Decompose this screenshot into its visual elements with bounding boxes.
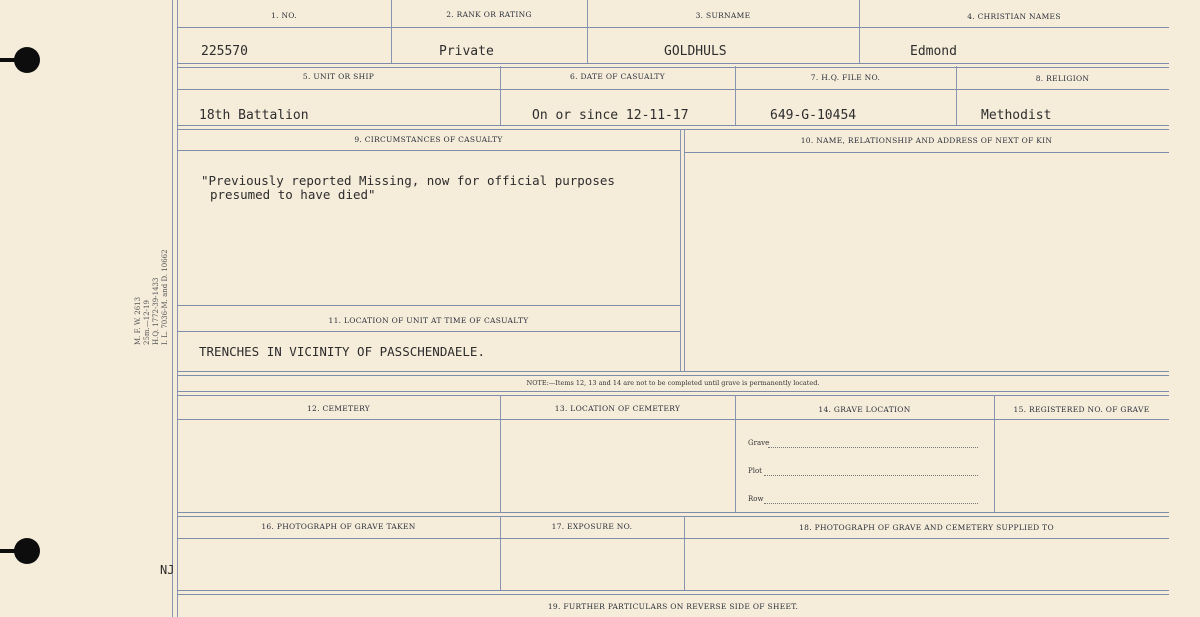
header-surname: 3. SURNAME bbox=[695, 11, 751, 20]
header-no: 1. NO. bbox=[271, 11, 297, 20]
header-further-particulars: 19. FURTHER PARTICULARS ON REVERSE SIDE OF SHEET. bbox=[547, 602, 799, 611]
punch-hole-bottom bbox=[14, 538, 40, 564]
header-circumstances: 9. CIRCUMSTANCES OF CASUALTY bbox=[354, 135, 503, 144]
punch-hole-top bbox=[14, 47, 40, 73]
file-number-value: 649-G-10454 bbox=[770, 108, 857, 123]
row-label: Row bbox=[748, 495, 764, 503]
service-number: 225570 bbox=[201, 44, 248, 59]
grave-label: Grave bbox=[748, 439, 770, 447]
header-rank: 2. RANK OR RATING bbox=[446, 10, 532, 19]
location-of-unit-value: TRENCHES IN VICINITY OF PASSCHENDAELE. bbox=[199, 344, 485, 359]
form-code-2: 25m.—12-19 bbox=[143, 300, 151, 345]
header-location-of-unit: 11. LOCATION OF UNIT AT TIME OF CASUALTY bbox=[328, 316, 529, 325]
circumstances-line-1: "Previously reported Missing, now for official purposes bbox=[201, 173, 615, 188]
header-exposure: 17. EXPOSURE NO. bbox=[551, 522, 633, 531]
religion-value: Methodist bbox=[981, 108, 1052, 123]
circumstances-line-2: presumed to have died" bbox=[210, 187, 376, 202]
header-cemetery: 12. CEMETERY bbox=[306, 404, 371, 413]
header-religion: 8. RELIGION bbox=[1035, 74, 1090, 83]
header-registered-no: 15. REGISTERED NO. OF GRAVE bbox=[1013, 405, 1150, 414]
form-code-3: H.Q. 1772-39-1433 bbox=[152, 277, 160, 345]
header-photograph-taken: 16. PHOTOGRAPH OF GRAVE TAKEN bbox=[261, 522, 416, 531]
christian-names-value: Edmond bbox=[910, 44, 957, 59]
surname-value: GOLDHULS bbox=[664, 44, 727, 59]
header-file: 7. H.Q. FILE NO. bbox=[810, 73, 881, 82]
rank-value: Private bbox=[439, 44, 494, 59]
header-cemetery-location: 13. LOCATION OF CEMETERY bbox=[554, 404, 681, 413]
form-code-4: I. L. 7036-M. and D. 10662 bbox=[161, 249, 169, 345]
header-next-of-kin: 10. NAME, RELATIONSHIP AND ADDRESS OF NEXT OF KIN bbox=[800, 136, 1053, 145]
header-date: 6. DATE OF CASUALTY bbox=[570, 72, 665, 81]
grave-note: NOTE:—Items 12, 13 and 14 are not to be completed until grave is permanently located. bbox=[526, 379, 820, 387]
date-of-casualty-value: On or since 12-11-17 bbox=[532, 108, 689, 123]
margin-mark: NJ bbox=[160, 563, 175, 577]
header-grave-location: 14. GRAVE LOCATION bbox=[818, 405, 911, 414]
header-photo-supplied-to: 18. PHOTOGRAPH OF GRAVE AND CEMETERY SUPPLIED TO bbox=[799, 523, 1054, 532]
header-unit: 5. UNIT OR SHIP bbox=[302, 72, 375, 81]
margin-line bbox=[172, 0, 173, 617]
plot-label: Plot bbox=[748, 467, 762, 475]
unit-value: 18th Battalion bbox=[199, 108, 309, 123]
form-code-1: M. F. W. 2613 bbox=[134, 296, 142, 345]
header-christian-names: 4. CHRISTIAN NAMES bbox=[967, 12, 1061, 21]
